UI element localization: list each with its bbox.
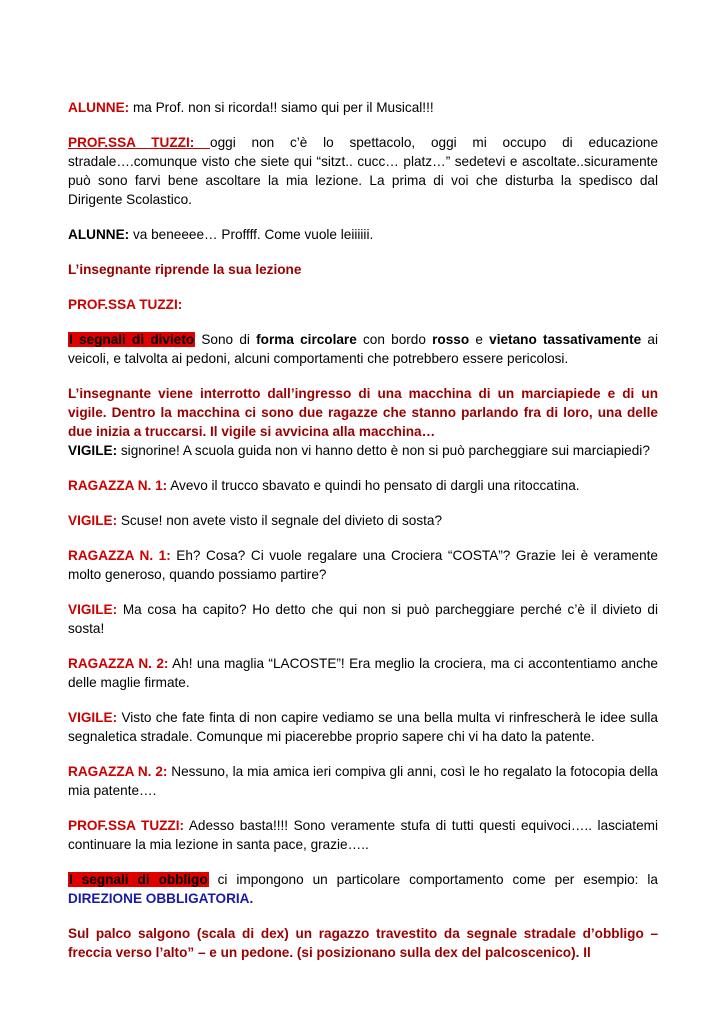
dialogue-text: Visto che fate finta di non capire vediamo se una bella multa vi rinfrescherà le idee sulla segnaletica stradale. Comunque mi piacerebbe proprio sapere chi vi ha dato la patente.	[68, 710, 658, 744]
speaker-alunne: ALUNNE:	[68, 227, 130, 242]
line-vigile-3	[68, 600, 658, 638]
bold-run: vietano tassativamente	[489, 332, 642, 347]
speaker-prof: PROF.SSA TUZZI:	[68, 135, 211, 150]
line-vigile-2	[68, 511, 658, 530]
speaker-vigile: VIGILE:	[68, 513, 118, 528]
dialogue-text: signorine! A scuola guida non vi hanno detto è non si può parcheggiare sui marciapiedi?	[117, 443, 650, 458]
speaker-alunne: ALUNNE:	[68, 100, 130, 115]
dialogue-text: Adesso basta!!!! Sono veramente stufa di tutti questi equivoci….. lasciatemi continuare la mia lezione in santa pace, grazie…..	[68, 818, 658, 852]
text-run: con bordo	[356, 332, 433, 347]
line-ragazza1-1	[68, 476, 658, 495]
dialogue-text: Avevo il trucco sbavato e quindi ho pensato di dargli una ritoccatina.	[167, 478, 580, 493]
speaker-vigile: VIGILE:	[68, 602, 118, 617]
line-ragazza2-1	[68, 654, 658, 692]
speaker-ragazza-2: RAGAZZA N. 2:	[68, 656, 169, 671]
line-vigile-4	[68, 708, 658, 746]
text-run: Sono di	[195, 332, 257, 347]
bold-run: forma circolare	[256, 332, 357, 347]
speaker-vigile: VIGILE:	[68, 443, 118, 458]
document-page	[68, 98, 658, 962]
speaker-ragazza-1: RAGAZZA N. 1:	[68, 548, 171, 563]
speaker-ragazza-1: RAGAZZA N. 1:	[68, 478, 168, 493]
line-alunne-1	[68, 98, 658, 117]
text-run: e	[469, 332, 490, 347]
dialogue-text: Nessuno, la mia amica ieri compiva gli anni, così le ho regalato la fotocopia della mia patente….	[68, 764, 658, 798]
line-prof-1	[68, 133, 658, 209]
stage-direction-2: L’insegnante viene interrotto dall’ingresso di una macchina di un marciapiede e di un vigile. Dentro la macchina ci sono due ragazze che stanno parlando fra di loro, una delle due inizia a truccarsi. Il vigile si avvicina alla macchina…	[68, 386, 658, 439]
dialogue-text: va beneeee… Proffff. Come vuole leiiiiii.	[129, 227, 374, 242]
bold-run: rosso	[432, 332, 470, 347]
direzione-obbligatoria: DIREZIONE OBBLIGATORIA.	[68, 891, 254, 906]
line-vigile-1	[68, 441, 658, 460]
speaker-prof-heading: PROF.SSA TUZZI:	[68, 297, 183, 312]
line-ragazza1-2	[68, 546, 658, 584]
dialogue-text: Ma cosa ha capito? Ho detto che qui non si può parcheggiare perché c’è il divieto di sosta!	[68, 602, 658, 636]
divieto-paragraph	[68, 330, 658, 368]
text-run: ai veicoli, e talvolta ai pedoni, alcuni comportamenti che potrebbero essere pericolosi.	[68, 332, 658, 366]
speaker-ragazza-2: RAGAZZA N. 2:	[68, 764, 168, 779]
stage-direction-3: Sul palco salgono (scala di dex) un ragazzo travestito da segnale stradale d’obbligo – freccia verso l’alto” – e un pedone. (si posizionano sulla dex del palcoscenico). Il	[68, 926, 658, 960]
dialogue-text: ma Prof. non si ricorda!! siamo qui per il Musical!!!	[129, 100, 434, 115]
dialogue-text: oggi non c’è lo spettacolo, oggi mi occupo di educazione stradale….comunque visto che siete qui “sitzt.. cucc… platz…” sedetevi e ascoltate..sicuramente può sono farvi bene ascoltare la mia lezione. La prima di voi che disturba la spedisco dal Dirigente Scolastico.	[68, 135, 659, 207]
line-ragazza2-2	[68, 762, 658, 800]
text-run: ci impongono un particolare comportamento come per esempio: la	[208, 872, 658, 887]
dialogue-text: Scuse! non avete visto il segnale del divieto di sosta?	[117, 513, 443, 528]
speaker-vigile: VIGILE:	[68, 710, 118, 725]
line-alunne-2	[68, 225, 658, 244]
speaker-prof: PROF.SSA TUZZI:	[68, 818, 185, 833]
stage-direction-1: L’insegnante riprende la sua lezione	[68, 262, 302, 277]
obbligo-paragraph	[68, 870, 658, 908]
highlight-obbligo: I segnali di obbligo	[69, 872, 208, 887]
highlight-divieto: I segnali di divieto	[69, 332, 195, 347]
line-prof-2	[68, 816, 658, 854]
dialogue-text: Eh? Cosa? Ci vuole regalare una Crociera “COSTA”? Grazie lei è veramente molto generoso, quando possiamo partire?	[68, 548, 658, 582]
dialogue-text: Ah! una maglia “LACOSTE”! Era meglio la crociera, ma ci accontentiamo anche delle maglie firmate.	[68, 656, 658, 690]
